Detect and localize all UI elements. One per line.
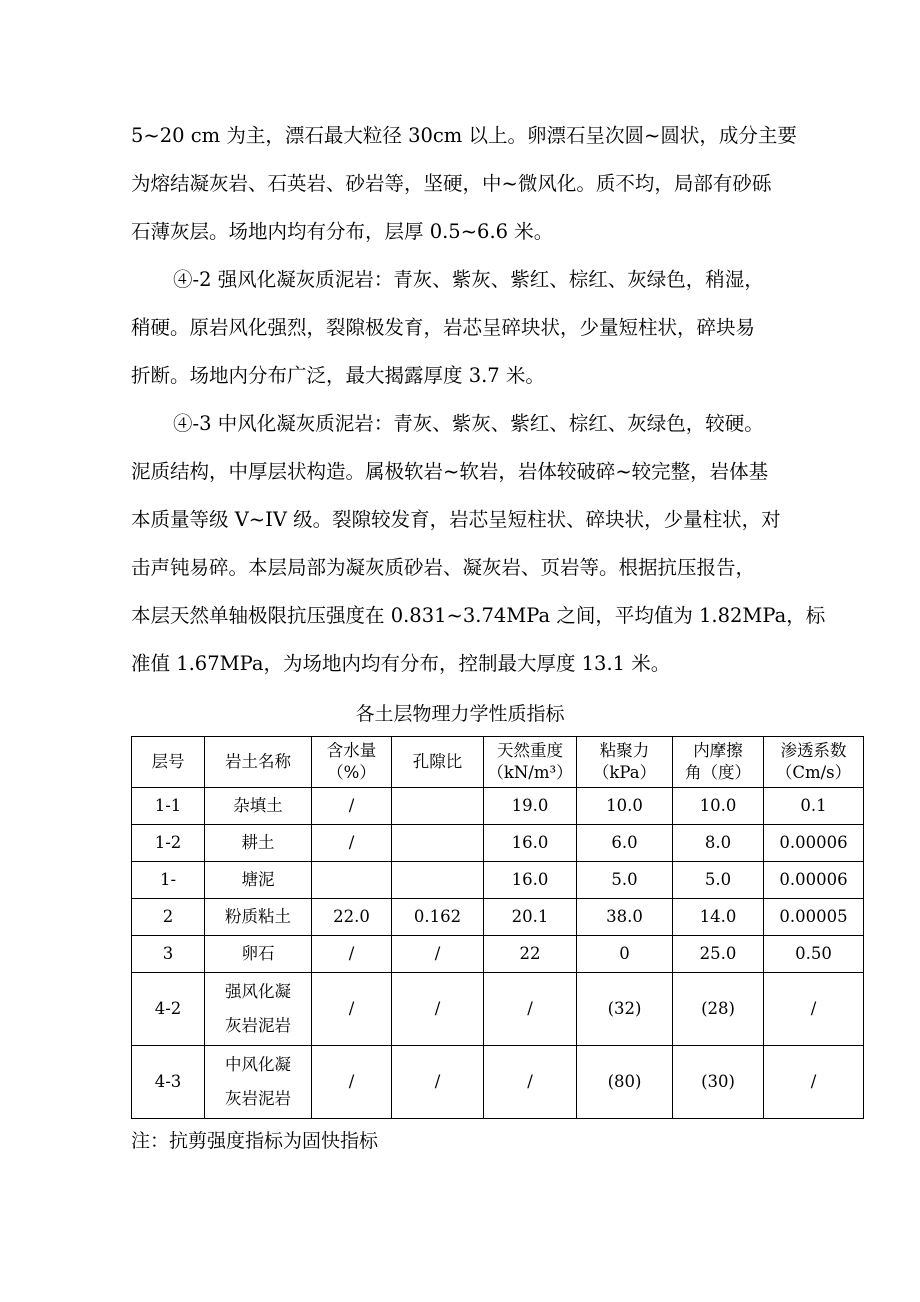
table-cell: 杂填土 [205,788,312,825]
table-row [132,899,864,936]
table-cell: 1- [132,862,205,899]
table-row [132,1046,864,1119]
header-unit-weight: 天然重度 （kN/m³） [484,737,577,788]
table-cell: 16.0 [484,862,577,899]
table-cell: 19.0 [484,788,577,825]
table-cell: / [764,1046,864,1119]
table-cell: / [312,973,392,1046]
table-caption: 各土层物理力学性质指标 [355,703,565,725]
table-cell: 16.0 [484,825,577,862]
table-cell: / [764,973,864,1046]
table-cell: 2 [132,899,205,936]
header-soil-name: 岩土名称 [205,737,312,788]
table-cell: / [312,788,392,825]
table-cell: 0 [577,936,673,973]
table-cell [392,825,484,862]
table-cell: 4-2 [132,973,205,1046]
table-cell: 中风化凝 灰岩泥岩 [205,1046,312,1119]
table-cell: 粉质粘土 [205,899,312,936]
header-friction-angle: 内摩擦 角（度） [673,737,764,788]
table-row [132,862,864,899]
table-row [132,825,864,862]
paragraph-line: 本层天然单轴极限抗压强度在 0.831~3.74MPa 之间，平均值为 1.82MPa，标 [131,604,826,627]
table-cell: / [392,1046,484,1119]
table-cell: 5.0 [577,862,673,899]
table-cell [392,788,484,825]
table-cell: 6.0 [577,825,673,862]
paragraph-line: ④-2 强风化凝灰质泥岩：青灰、紫灰、紫红、棕红、灰绿色，稍湿， [173,268,764,291]
table-cell: 0.00005 [764,899,864,936]
table-cell: / [484,973,577,1046]
table-cell: 0.00006 [764,825,864,862]
table-row [132,936,864,973]
table-cell: 耕土 [205,825,312,862]
table-cell: 0.1 [764,788,864,825]
table-cell: 14.0 [673,899,764,936]
paragraph-layer-4-3 [131,400,866,688]
paragraph-line: 5~20 cm 为主，漂石最大粒径 30cm 以上。卵漂石呈次圆~圆状，成分主要 [131,124,797,147]
header-water-content: 含水量 （%） [312,737,392,788]
table-cell: 25.0 [673,936,764,973]
table-cell: (80) [577,1046,673,1119]
paragraph-line: 为熔结凝灰岩、石英岩、砂岩等，坚硬，中~微风化。质不均，局部有砂砾 [131,172,772,195]
table-cell [312,862,392,899]
table-cell: 22 [484,936,577,973]
table-cell: / [312,936,392,973]
table-cell: 0.00006 [764,862,864,899]
table-cell: (32) [577,973,673,1046]
paragraph-line: 石薄灰层。场地内均有分布，层厚 0.5~6.6 米。 [131,220,554,243]
paragraph-line: 本质量等级 V~IV 级。裂隙较发育，岩芯呈短柱状、碎块状，少量柱状，对 [131,508,781,531]
table-row [132,788,864,825]
table-cell: 塘泥 [205,862,312,899]
table-cell: 38.0 [577,899,673,936]
header-layer-no: 层号 [132,737,205,788]
table-cell: 22.0 [312,899,392,936]
table-cell: / [392,936,484,973]
table-cell: 3 [132,936,205,973]
table-cell: 10.0 [577,788,673,825]
table-cell: 0.50 [764,936,864,973]
header-void-ratio: 孔隙比 [392,737,484,788]
paragraph-line: 泥质结构，中厚层状构造。属极软岩~软岩，岩体较破碎~较完整，岩体基 [131,460,769,483]
table-cell: 1-1 [132,788,205,825]
table-cell: 8.0 [673,825,764,862]
paragraph-layer-4-2 [131,256,866,400]
paragraph-line: 稍硬。原岩风化强烈，裂隙极发育，岩芯呈碎块状，少量短柱状，碎块易 [131,316,756,339]
soil-properties-table [131,736,864,1119]
table-cell: 强风化凝 灰岩泥岩 [205,973,312,1046]
table-cell: 卵石 [205,936,312,973]
table-cell: (28) [673,973,764,1046]
paragraph-line: 折断。场地内分布广泛，最大揭露厚度 3.7 米。 [131,364,545,387]
table-cell: 1-2 [132,825,205,862]
paragraph-line: 击声钝易碎。本层局部为凝灰质砂岩、凝灰岩、页岩等。根据抗压报告， [131,556,756,579]
table-row [132,973,864,1046]
paragraph-line: ④-3 中风化凝灰质泥岩：青灰、紫灰、紫红、棕红、灰绿色，较硬。 [173,412,764,435]
table-cell: / [312,825,392,862]
table-cell [392,862,484,899]
header-permeability: 渗透系数 （Cm/s） [764,737,864,788]
table-note: 注：抗剪强度指标为固快指标 [131,1130,379,1152]
table-cell: 20.1 [484,899,577,936]
table-cell: / [392,973,484,1046]
table-cell: 0.162 [392,899,484,936]
table-cell: / [484,1046,577,1119]
table-cell: 10.0 [673,788,764,825]
header-cohesion: 粘聚力 （kPa） [577,737,673,788]
table-cell: 4-3 [132,1046,205,1119]
paragraph-line: 准值 1.67MPa，为场地内均有分布，控制最大厚度 13.1 米。 [131,652,671,675]
table-cell: / [312,1046,392,1119]
table-cell: (30) [673,1046,764,1119]
table-header-row [132,737,864,788]
table-cell: 5.0 [673,862,764,899]
table-body [132,788,864,1119]
paragraph-gravel-description [131,112,866,256]
